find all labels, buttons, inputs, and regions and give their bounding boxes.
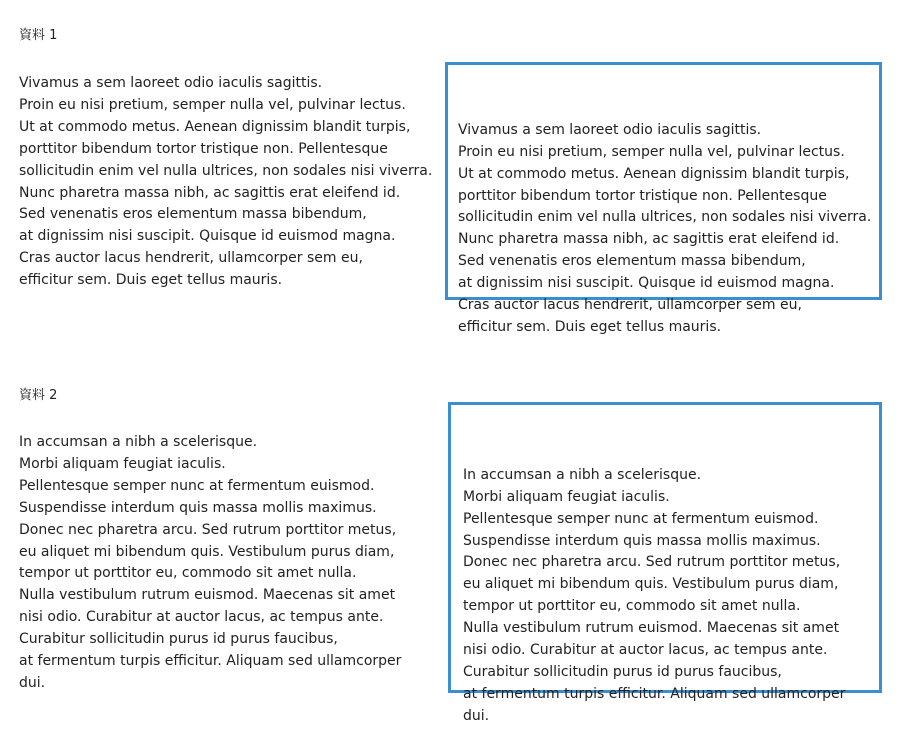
section-1-boxed-text: Vivamus a sem laoreet odio iaculis sagittis. Proin eu nisi pretium, semper nulla vel, pulvinar lectus. Ut at commodo metus. Aenean dignissim blandit turpis, porttitor bibendum tortor tristique non. Pellentesque sollicitudin enim vel nulla ultrices, non sodales nisi viverra. Nunc pharetra massa nibh, ac sagittis erat eleifend id. Sed venenatis eros elementum massa bibendum, at dignissim nisi suscipit. Quisque id euismod magna. Cras auctor lacus hendrerit, ullamcorper sem eu, efficitur sem. Duis eget tellus mauris. [458,121,872,335]
section-1-plain-text: Vivamus a sem laoreet odio iaculis sagittis. Proin eu nisi pretium, semper nulla vel, pulvinar lectus. Ut at commodo metus. Aenean dignissim blandit turpis, porttitor bibendum tortor tristique non. Pellentesque sollicitudin enim vel nulla ultrices, non sodales nisi viverra. Nunc pharetra massa nibh, ac sagittis erat eleifend id. Sed venenatis eros elementum massa bibendum, at dignissim nisi suscipit. Quisque id euismod magna. Cras auctor lacus hendrerit, ullamcorper sem eu, efficitur sem. Duis eget tellus mauris. [19,75,433,289]
section-2-plain-text: In accumsan a nibh a scelerisque. Morbi aliquam feugiat iaculis. Pellentesque semper nunc at fermentum euismod. Suspendisse interdum quis massa mollis maximus. Donec nec pharetra arcu. Sed rutrum porttitor metus, eu aliquet mi bibendum quis. Vestibulum purus diam, tempor ut porttitor eu, commodo sit amet nulla. Nulla vestibulum rutrum euismod. Maecenas sit amet nisi odio. Curabitur at auctor lacus, ac tempus ante. Curabitur sollicitudin purus id purus faucibus, at fermentum turpis efficitur. Aliquam sed ullamcorper dui. [19,434,402,691]
section-1-heading: 資料 1 [19,28,58,43]
section-2-heading: 資料 2 [19,388,58,403]
section-1-bordered-box [445,62,882,335]
section-2-bordered-box [448,402,882,724]
section-2-boxed-text: In accumsan a nibh a scelerisque. Morbi aliquam feugiat iaculis. Pellentesque semper nunc at fermentum euismod. Suspendisse interdum quis massa mollis maximus. Donec nec pharetra arcu. Sed rutrum porttitor metus, eu aliquet mi bibendum quis. Vestibulum purus diam, tempor ut porttitor eu, commodo sit amet nulla. Nulla vestibulum rutrum euismod. Maecenas sit amet nisi odio. Curabitur at auctor lacus, ac tempus ante. Curabitur sollicitudin purus id purus faucibus, at fermentum turpis efficitur. Aliquam sed ullamcorper dui. [463,466,846,724]
